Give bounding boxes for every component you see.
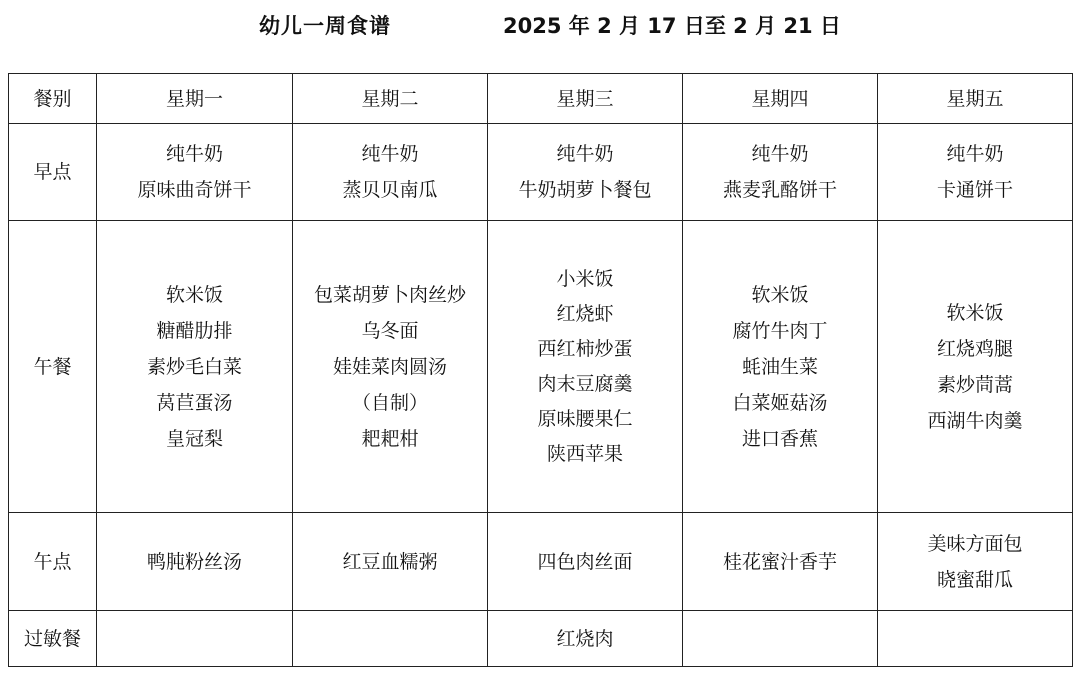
dish-item: 卡通饼干 — [936, 179, 1013, 201]
date-range: 2025 年 2 月 17 日至 2 月 21 日 — [503, 14, 841, 38]
day-header: 星期四 — [683, 74, 878, 124]
menu-cell — [488, 513, 683, 611]
meal-type-text: 早点 — [33, 161, 72, 183]
dish-item: 红烧鸡腿 — [936, 337, 1013, 360]
menu-cell — [878, 611, 1073, 667]
table-header-row — [9, 74, 1073, 124]
meal-type-text: 午餐 — [33, 355, 72, 378]
dish-item: （自制） — [351, 391, 428, 414]
day-header: 星期一 — [97, 74, 293, 124]
menu-title: 幼儿一周食谱 — [259, 14, 391, 38]
menu-cell — [293, 124, 488, 221]
dish-item: 美味方面包 — [927, 532, 1023, 555]
menu-cell — [488, 221, 683, 513]
dish-item: 素炒毛白菜 — [146, 355, 242, 378]
meal-type-label — [9, 513, 97, 611]
dish-item: 蚝油生菜 — [741, 355, 818, 378]
menu-cell — [878, 513, 1073, 611]
meal-type-text: 过敏餐 — [23, 627, 81, 650]
dish-item: 红烧肉 — [556, 627, 614, 650]
menu-cell — [97, 221, 293, 513]
menu-cell — [97, 513, 293, 611]
dish-item: 乌冬面 — [361, 319, 419, 342]
dish-item: 腐竹牛肉丁 — [732, 319, 828, 342]
dish-item: 原味曲奇饼干 — [137, 179, 252, 201]
menu-cell — [488, 611, 683, 667]
table-row — [9, 124, 1073, 221]
day-header: 星期三 — [488, 74, 683, 124]
meal-type-header: 餐别 — [9, 74, 97, 124]
dish-item: 蒸贝贝南瓜 — [342, 179, 438, 201]
menu-cell — [293, 221, 488, 513]
dish-item: 肉末豆腐羹 — [537, 373, 633, 395]
dish-item: 四色肉丝面 — [537, 550, 633, 573]
day-header: 星期五 — [878, 74, 1073, 124]
menu-cell — [293, 513, 488, 611]
dish-item: 陕西苹果 — [546, 443, 623, 465]
table-row — [9, 221, 1073, 513]
day-header: 星期二 — [293, 74, 488, 124]
dish-item: 晓蜜甜瓜 — [936, 568, 1013, 591]
dish-item: 红烧虾 — [556, 303, 614, 325]
dish-item: 西红柿炒蛋 — [537, 338, 633, 360]
meal-type-label — [9, 221, 97, 513]
document-header — [0, 0, 1080, 56]
dish-item: 软米饭 — [165, 283, 223, 306]
dish-item: 白菜姬菇汤 — [732, 391, 828, 414]
dish-item: 软米饭 — [751, 283, 809, 306]
menu-cell — [683, 611, 878, 667]
menu-cell — [293, 611, 488, 667]
dish-item: 糖醋肋排 — [156, 319, 233, 342]
dish-item: 牛奶胡萝卜餐包 — [518, 179, 652, 201]
menu-cell — [878, 221, 1073, 513]
dish-item: 原味腰果仁 — [537, 408, 633, 430]
dish-item: 纯牛奶 — [556, 143, 614, 165]
dish-item: 软米饭 — [946, 301, 1004, 324]
dish-item: 西湖牛肉羹 — [927, 409, 1023, 432]
dish-item: 耙耙柑 — [361, 427, 419, 450]
meal-type-text: 午点 — [33, 550, 72, 573]
meal-type-label — [9, 124, 97, 221]
dish-item: 包菜胡萝卜肉丝炒 — [313, 283, 466, 306]
dish-item: 皇冠梨 — [165, 427, 223, 450]
dish-item: 红豆血糯粥 — [342, 550, 438, 573]
menu-cell — [97, 611, 293, 667]
dish-item: 莴苣蛋汤 — [156, 391, 233, 414]
dish-item: 纯牛奶 — [165, 143, 223, 165]
menu-cell — [878, 124, 1073, 221]
table-row — [9, 513, 1073, 611]
dish-item: 纯牛奶 — [946, 143, 1004, 165]
menu-cell — [97, 124, 293, 221]
dish-item: 娃娃菜肉圆汤 — [332, 355, 447, 378]
menu-cell — [683, 513, 878, 611]
dish-item: 纯牛奶 — [361, 143, 419, 165]
dish-item: 鸭肫粉丝汤 — [146, 550, 242, 573]
dish-item: 小米饭 — [556, 268, 614, 290]
dish-item: 纯牛奶 — [751, 143, 809, 165]
dish-item: 燕麦乳酪饼干 — [722, 179, 837, 201]
table-row — [9, 611, 1073, 667]
dish-item: 素炒茼蒿 — [936, 373, 1013, 396]
menu-cell — [683, 124, 878, 221]
menu-cell — [488, 124, 683, 221]
dish-item: 桂花蜜汁香芋 — [722, 550, 837, 573]
dish-item: 进口香蕉 — [741, 427, 818, 450]
weekly-menu-table — [8, 73, 1073, 667]
menu-cell — [683, 221, 878, 513]
meal-type-label — [9, 611, 97, 667]
